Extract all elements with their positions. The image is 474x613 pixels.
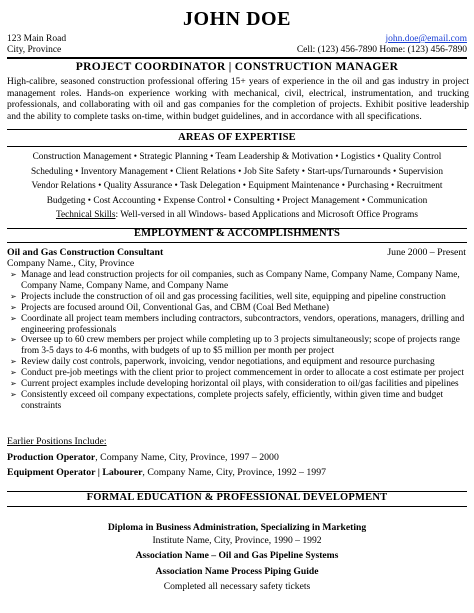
expertise-list — [0, 150, 474, 223]
technical-skills-value: : Well-versed in all Windows- based Applications and Microsoft Office Programs — [115, 210, 419, 221]
arrow-bullet-icon: ➢ — [10, 379, 17, 389]
job-company: Company Name., City, Province — [7, 258, 135, 269]
job-dates: June 2000 – Present — [387, 247, 466, 258]
expertise-line: Vendor Relations • Quality Assurance • Task Delegation • Equipment Maintenance • Purchasing • Recruitment — [31, 181, 443, 192]
arrow-bullet-icon: ➢ — [10, 302, 17, 312]
safety-tickets: Completed all necessary safety tickets — [163, 581, 311, 592]
expertise-line: Budgeting • Cost Accounting • Expense Control • Consulting • Project Management • Communication — [46, 195, 428, 206]
earlier-position: Production Operator, Company Name, City, Province, 1997 – 2000 — [7, 452, 279, 463]
expertise-line: Construction Management • Strategic Planning • Team Leadership & Motivation • Logistics • Quality Control — [32, 152, 442, 162]
arrow-bullet-icon: ➢ — [10, 291, 17, 301]
employment-heading: EMPLOYMENT & ACCOMPLISHMENTS — [133, 228, 341, 239]
list-item: ➢ Review daily cost controls, paperwork, invoicing, vendor negotiations, and equipment and resource purchasing — [10, 357, 435, 368]
expertise-heading: AREAS OF EXPERTISE — [178, 132, 296, 143]
candidate-name: JOHN DOE — [183, 8, 291, 30]
technical-skills-label: Technical Skills — [55, 210, 116, 221]
email-link[interactable]: john.doe@email.com — [385, 34, 467, 44]
list-item: ➢ Oversee up to 60 crew members per project while completing up to 3 projects simultaneously; scope of projects range from 3-5 days to 4-6 months, with budgets of up to $5 million per month per project — [10, 335, 460, 357]
list-item: ➢ Projects are focused around Oil, Conventional Gas, and CBM (Coal Bed Methane) — [10, 302, 330, 313]
arrow-bullet-icon: ➢ — [10, 313, 17, 323]
list-item: ➢ Coordinate all project team members including contractors, subcontractors, vendors, operations, managers, drilling and engineering professionals — [10, 313, 465, 335]
association-2: Association Name Process Piping Guide — [155, 566, 319, 577]
summary-paragraph: High-calibre, seasoned construction professional offering 15+ years of experience in the oil and gas industry in project management roles. Hands-on experience working with mechanical, civil, electrical, instrumentation, and trucking professionals, and collaborating with oil and gas companies for the completion of projects. Exhibit positive leadership and the ability to complete tasks on-time, within budget guidelines, and in accordance with all specifications. — [7, 77, 469, 122]
diploma: Diploma in Business Administration, Specializing in Marketing — [107, 522, 367, 533]
association-1: Association Name – Oil and Gas Pipeline Systems — [135, 550, 339, 561]
earlier-positions-label: Earlier Positions Include: — [7, 436, 107, 447]
education-divider-bottom — [7, 506, 467, 507]
arrow-bullet-icon: ➢ — [10, 357, 17, 367]
job-bullets — [10, 270, 468, 412]
address-city: City, Province — [7, 45, 62, 55]
list-item: ➢ Consistently exceed oil company expectations, complete projects safely, efficiently, within given time and budget constraints — [10, 389, 444, 411]
list-item: ➢ Manage and lead construction projects for oil companies, such as Company Name, Company Name, Company Name, Company Name, Company Name, and Company Name — [10, 270, 460, 291]
expertise-divider-top — [7, 129, 467, 130]
technical-skills — [0, 208, 474, 223]
earlier-position: Equipment Operator | Labourer, Company Name, City, Province, 1992 – 1997 — [7, 467, 327, 478]
arrow-bullet-icon: ➢ — [10, 368, 17, 378]
expertise-divider-bottom — [7, 146, 467, 147]
diploma-institute: Institute Name, City, Province, 1990 – 1992 — [152, 535, 322, 546]
address-street: 123 Main Road — [7, 34, 67, 44]
headline: PROJECT COORDINATOR | CONSTRUCTION MANAGER — [75, 61, 399, 73]
expertise-line: Scheduling • Inventory Management • Client Relations • Job Site Safety • Start-ups/Turnarounds • Supervision — [30, 166, 444, 177]
list-item: ➢ Projects include the construction of oil and gas processing facilities, well site, equipping and pipeline construction — [10, 291, 446, 302]
education-heading: FORMAL EDUCATION & PROFESSIONAL DEVELOPMENT — [86, 492, 388, 503]
job-title: Oil and Gas Construction Consultant — [7, 247, 164, 258]
arrow-bullet-icon: ➢ — [10, 270, 17, 279]
arrow-bullet-icon: ➢ — [10, 389, 17, 399]
arrow-bullet-icon: ➢ — [10, 335, 17, 345]
list-item: ➢ Conduct pre-job meetings with the client prior to project commencement in order to allocate a cost estimate per project — [10, 368, 465, 379]
phone-numbers: Cell: (123) 456-7890 Home: (123) 456-7890 — [296, 45, 467, 55]
header-divider — [7, 57, 467, 59]
list-item: ➢ Current project examples include developing horizontal oil plays, with consideration to oil/gas facilities and pipelines — [10, 379, 459, 390]
employment-divider-bottom — [7, 242, 467, 243]
